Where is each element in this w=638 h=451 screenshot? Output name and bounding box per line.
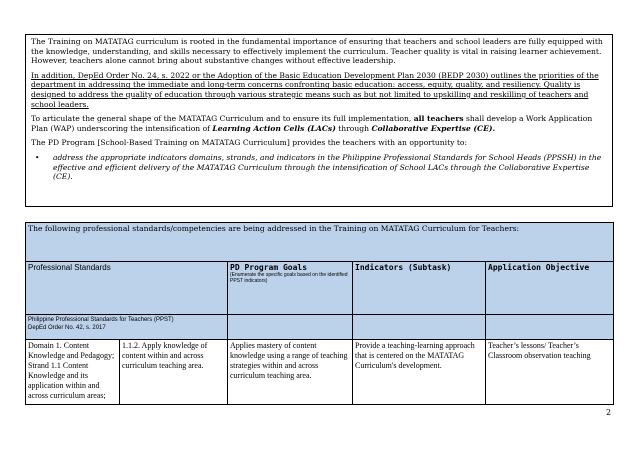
p3-lacs: Learning Action Cells (LACs) — [212, 123, 336, 133]
ppst-order: DepEd Order No. 42, s. 2017 — [28, 325, 106, 331]
ppst-empty-indicators — [353, 315, 486, 340]
table-row — [26, 340, 614, 405]
standards-table — [25, 222, 614, 405]
ppst-empty-objective — [486, 315, 614, 340]
intro-paragraph-2: In addition, DepEd Order No. 24, s. 2022 or the Adoption of the Basic Education Development Plan 2030 (BEDP 2030) outlines the priorities of the department in addressing the immediate and long-term concerns confronting basic education: access, equity, quality, and resiliency. Quality is designed to address the quality of education through various strategic means such as but not limited to upskilling and reskilling of teachers and school leaders. — [31, 70, 599, 109]
intro-paragraph-1: The Training on MATATAG curriculum is rooted in the fundamental importance of ensuring that teachers and school leaders are fully equipped with the knowledge, understanding, and skills necessary to effectively implement the curriculum. Teacher quality is vital in raising learner achievement. However, teachers alone cannot bring about substantive changes without effective leadership. — [31, 37, 603, 66]
page-number: 2 — [606, 408, 612, 417]
p3-text-e: through — [338, 123, 370, 133]
ppst-label: Philippine Professional Standards for Teachers (PPST) — [28, 317, 174, 323]
header-pd-program-goals — [228, 262, 353, 315]
cell-domain: Domain 1. Content Knowledge and Pedagogy; Strand 1.1 Content Knowledge and its application within and across curriculum areas; — [26, 340, 120, 405]
goals-heading: PD Program Goals — [230, 263, 308, 272]
intro-section — [25, 34, 613, 207]
cell-objective: Teacher’s lessons/ Teacher’s Classroom observation teaching — [486, 340, 614, 405]
header-indicators: Indicators (Subtask) — [353, 262, 486, 315]
p3-ce: Collaborative Expertise (CE). — [371, 123, 496, 133]
p3-text-a: To articulate the general shape of the MATATAG Curriculum and to ensure its full implementation, — [31, 114, 412, 124]
intro-bullet-item — [35, 153, 607, 182]
intro-paragraph-4: The PD Program [School-Based Training on MATATAG Curriculum] provides the teachers with an opportunity to: — [31, 138, 468, 148]
table-banner: The following professional standards/competencies are being addressed in the Training on MATATAG Curriculum for Teachers: — [26, 223, 614, 262]
p3-all-teachers: all teachers — [413, 114, 464, 124]
cell-subtask: Provide a teaching-learning approach that is centered on the MATATAG Curriculum's development. — [353, 340, 486, 405]
header-professional-standards: Professional Standards — [26, 262, 228, 315]
p3-text-c: shall develop a Work Application Plan (WAP) underscoring the intensification of — [31, 114, 593, 133]
table-banner-row — [26, 223, 614, 262]
cell-goal: Applies mastery of content knowledge using a range of teaching strategies within and across curriculum teaching area. — [228, 340, 353, 405]
ppst-label-cell — [26, 315, 228, 340]
ppst-empty-goals — [228, 315, 353, 340]
bullet-icon: • — [35, 152, 40, 162]
table-header-row — [26, 262, 614, 315]
ppst-row — [26, 315, 614, 340]
cell-indicator: 1.1.2. Apply knowledge of content within and across curriculum teaching area. — [120, 340, 228, 405]
bullet-text: address the appropriate indicators domains, strands, and indicators in the Philippine Professional Standards for School Heads (PPSSH) in the effective and efficient delivery of the MATATAG Curriculum through the intensification of School LACs through the Collaborative Expertise (CE). — [53, 152, 602, 182]
intro-paragraph-3 — [31, 114, 607, 133]
header-application-objective: Application Objective — [486, 262, 614, 315]
goals-note: (Enumerate the specific goals based on the identified PPST indicators) — [230, 272, 348, 284]
